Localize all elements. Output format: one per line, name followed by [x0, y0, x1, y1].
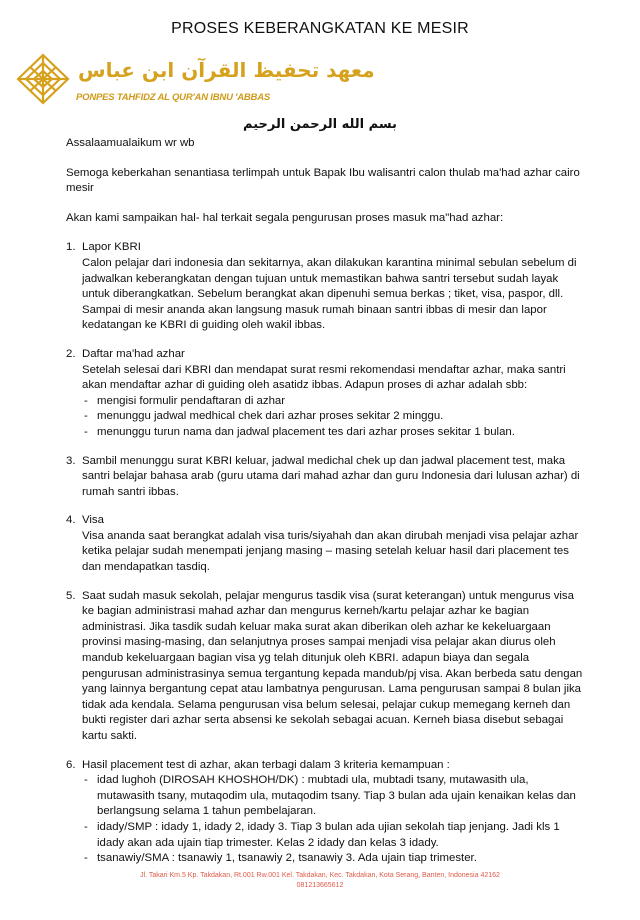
step-visa: [66, 513, 586, 575]
step-body: Saat sudah masuk sekolah, pelajar mengurus tasdik visa (surat keterangan) untuk mengurus visa ke bagian administrasi mahad azhar dan mengurus kerneh/kartu pelajar azhar ke bagian administrasi. Jika tasdik sudah keluar maka surat akan diberikan oleh azhar ke kekeluargaan provinsi masing-masing, dan selanjutnya proses sampai menjadi visa pelajar akan diurus oleh mandub kekeluargaan bagian visa yg telah ditunjuk oleh KBRI. adapun biaya dan segala pengurusan administrasinya semua tergantung kepada mandub/pj visa. Akan berbeda satu dengan yang lainnya bergantung cepat atau lambatnya pengurusan. Lama pengurusan sampai 8 bulan jika tidak ada kendala. Selama pengurusan visa belum selesai, pelajar cukup memegang kerneh dan bukti register dari azhar serta absensi ke sekolah sebagai acuan. Kerneh biasa disebut sebagai kartu sakti.: [82, 589, 583, 742]
bullet-item: - idady/SMP : idady 1, idady 2, idady 3. Tiap 3 bulan ada ujian sekolah tiap jenjang. Jadi kls 1 idady akan ada ujain tiap trimester. Kelas 2 idady dan kelas 3 idady.: [82, 820, 586, 851]
process-steps-list: [66, 240, 586, 866]
page-title: PROSES KEBERANGKATAN KE MESIR: [171, 20, 469, 37]
step-body: Sambil menunggu surat KBRI keluar, jadwal medichal chek up dan jadwal placement test, maka santri belajar bahasa arab (guru utama dari mahad azhar dan guru Indonesia dari lulusan azhar) di rumah santri ibbas.: [82, 454, 580, 498]
step-heading: Lapor KBRI: [82, 241, 141, 254]
greeting: Assalaamualaikum wr wb: [66, 137, 195, 149]
lattice-logo-icon: [14, 52, 72, 106]
bullet-item: - menunggu jadwal medhical chek dari azhar proses sekitar 2 minggu.: [82, 409, 586, 425]
step-bullet-list: [82, 394, 586, 441]
step-body: Hasil placement test di azhar, akan terbagi dalam 3 kriteria kemampuan :: [82, 758, 450, 771]
step-body: Calon pelajar dari indonesia dan sekitarnya, akan dilakukan karantina minimal sebulan sebelum di jadwalkan keberangkatan dengan tujuan untuk memastikan bahwa santri tersebut sudah layak untuk diberangkatkan. Sebelum berangkat akan dipenuhi semua berkas ; tiket, visa, paspor, dll. Sampai di mesir ananda akan langsung masuk rumah binaan santri ibbas di mesir dan lapor kedatangan ke KBRI di guiding oleh wakil ibbas.: [82, 256, 577, 332]
step-daftar-mahad: [66, 347, 586, 441]
step-number: 5.: [66, 589, 76, 602]
step-body: Setelah selesai dari KBRI dan mendapat surat resmi rekomendasi mendaftar azhar, maka santri akan mendaftar azhar di guiding oleh asatidz ibbas. Adapun proses di azhar adalah sbb:: [82, 363, 566, 392]
step-heading: Visa: [82, 514, 104, 527]
letterhead-logo: [14, 50, 414, 112]
basmala: بسم الله الرحمن الرحيم: [243, 117, 397, 132]
logo-arabic-text: معهد تحفيظ القرآن ابن عباس: [78, 58, 375, 82]
bullet-item: - menunggu turun nama dan jadwal placement tes dari azhar proses sekitar 1 bulan.: [82, 425, 586, 441]
step-tasdik-visa: [66, 589, 586, 745]
letter-body: [66, 136, 586, 880]
footer-phone: 081213665612: [296, 882, 344, 889]
lead-paragraph: Akan kami sampaikan hal- hal terkait segala pengurusan proses masuk ma"had azhar:: [66, 211, 504, 224]
step-number: 3.: [66, 454, 76, 467]
step-lapor-kbri: [66, 240, 586, 334]
step-number: 2.: [66, 347, 76, 360]
bullet-item: - mengisi formulir pendaftaran di azhar: [82, 394, 586, 410]
step-placement-test: [66, 758, 586, 867]
intro-paragraph: Semoga keberkahan senantiasa terlimpah untuk Bapak Ibu walisantri calon thulab ma'had azhar cairo mesir: [66, 166, 580, 195]
footer-address-block: [0, 871, 640, 891]
footer-address: Jl. Takari Km.5 Kp. Takdakan, Rt.001 Rw.001 Kel. Takdakan, Kec. Takdakan, Kota Serang, Banten, Indonesia 42162: [140, 872, 500, 879]
bullet-item: - idad lughoh (DIROSAH KHOSHOH/DK) : mubtadi ula, mubtadi tsany, mutawasith ula, mutawasith tsany, mutaqodim ula, mutaqodim tsany. Tiap 3 bulan ada ujain kenaikan kelas dan berlangsung selama 1 tahun pembelajaran.: [82, 773, 586, 820]
step-number: 6.: [66, 758, 76, 771]
step-number: 1.: [66, 241, 76, 254]
step-body: Visa ananda saat berangkat adalah visa turis/siyahah dan akan dirubah menjadi visa pelajar azhar ketika pelajar sudah menempati jenjang masing – masing setelah keluar hasil dari placement tes dan mendapatkan tasdiq.: [82, 529, 579, 574]
bullet-item: - tsanawiy/SMA : tsanawiy 1, tsanawiy 2, tsanawiy 3. Ada ujain tiap trimester.: [82, 851, 586, 867]
step-number: 4.: [66, 514, 76, 527]
step-belajar-bahasa: [66, 454, 586, 501]
step-heading: Daftar ma'had azhar: [82, 347, 185, 360]
step-bullet-list: [82, 773, 586, 867]
logo-latin-text: PONPES TAHFIDZ AL QUR'AN IBNU 'ABBAS: [76, 92, 271, 103]
